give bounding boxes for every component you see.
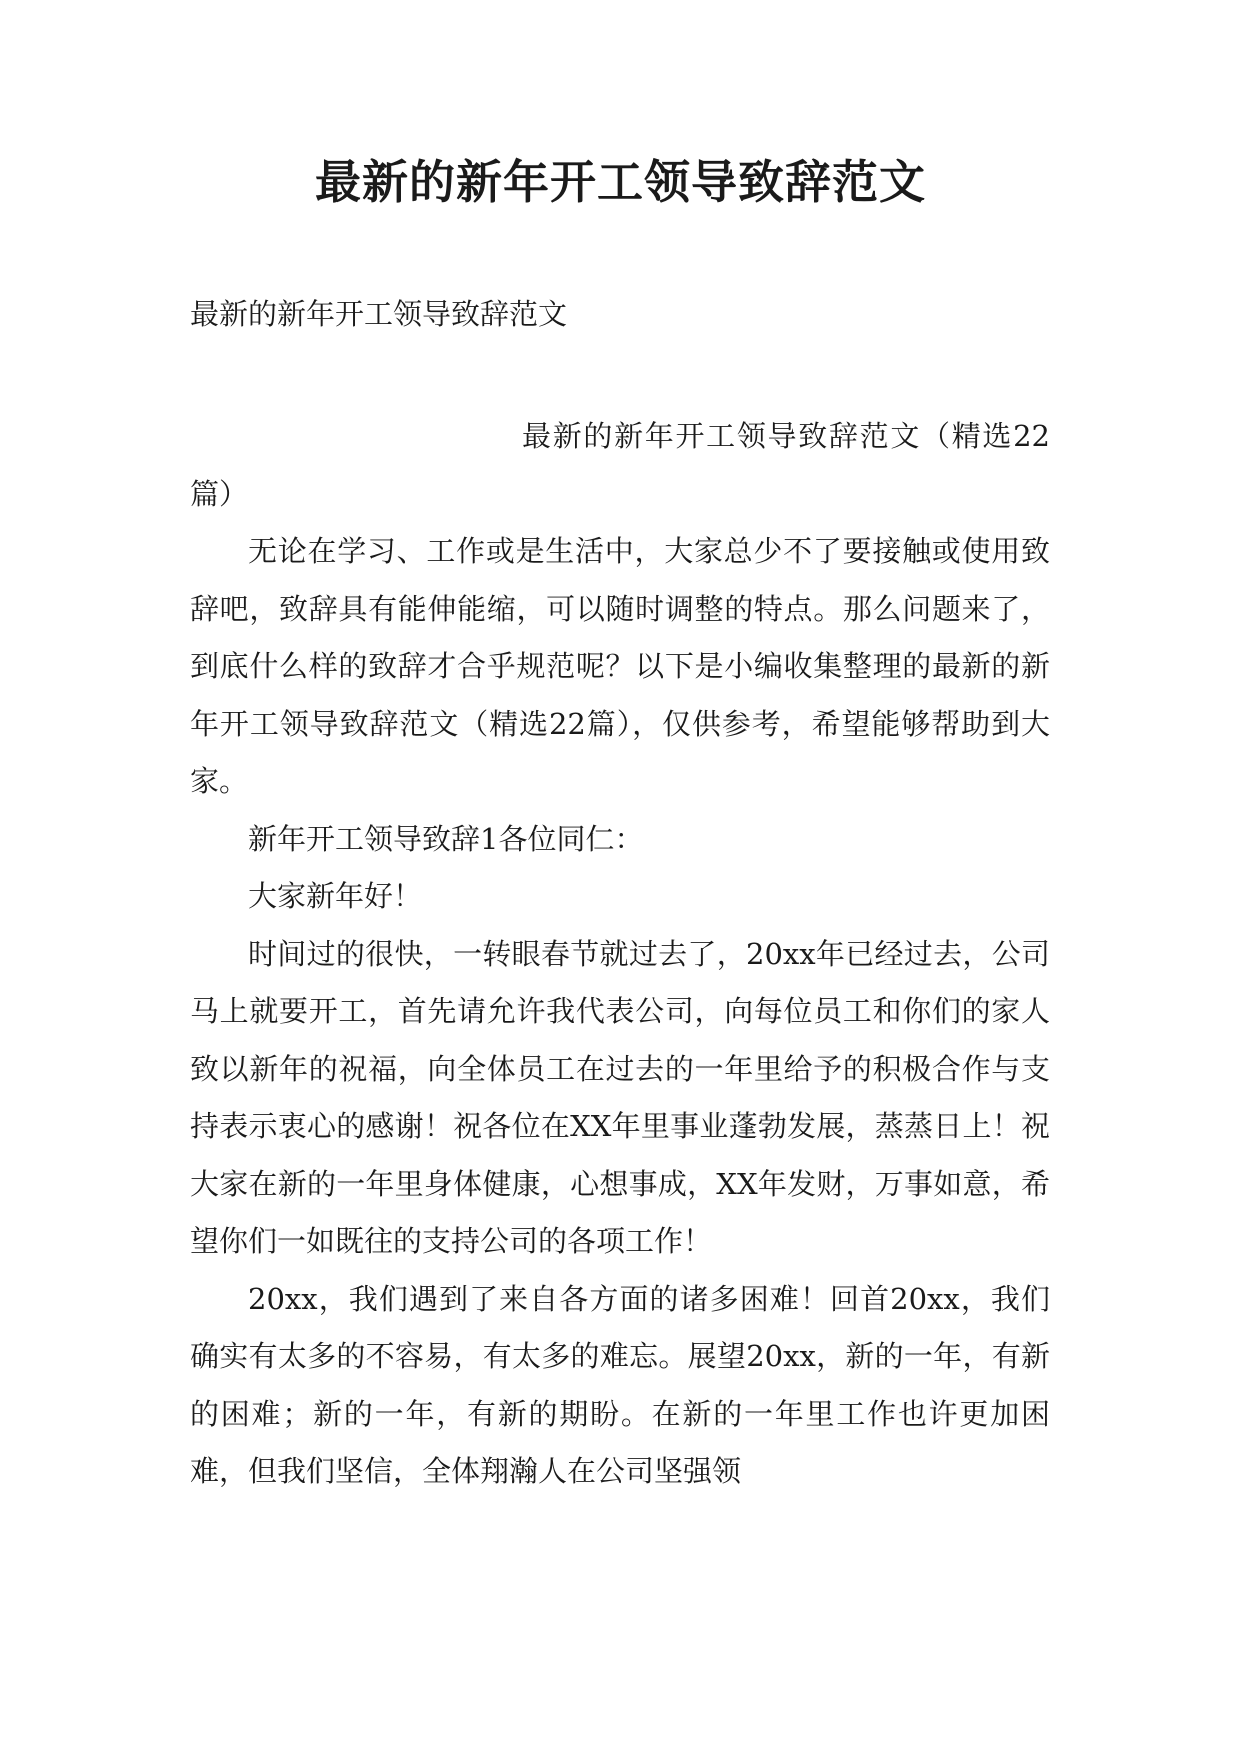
paragraph-new-year-wishes: 时间过的很快，一转眼春节就过去了，20xx年已经过去，公司马上就要开工，首先请允许我代表公司，向每位员工和你们的家人致以新年的祝福，向全体员工在过去的一年里给予的积极合作与支持表示衷心的感谢！祝各位在XX年里事业蓬勃发展，蒸蒸日上！祝大家在新的一年里身体健康，心想事成，XX年发财，万事如意，希望你们一如既往的支持公司的各项工作！ <box>190 936 1050 1258</box>
paragraph-intro: 无论在学习、工作或是生活中，大家总少不了要接触或使用致辞吧，致辞具有能伸能缩，可以随时调整的特点。那么问题来了，到底什么样的致辞才合乎规范呢？以下是小编收集整理的最新的新年开工领导致辞范文（精选22篇），仅供参考，希望能够帮助到大家。 <box>190 534 1050 798</box>
heading-line: 最新的新年开工领导致辞范文（精选22篇） <box>190 419 1050 511</box>
paragraph-greeting-heading: 新年开工领导致辞1各位同仁： <box>248 821 644 856</box>
paragraph-greeting: 大家新年好！ <box>248 879 423 913</box>
paragraph-review-outlook: 20xx，我们遇到了来自各方面的诸多困难！回首20xx，我们确实有太多的不容易，有太多的难忘。展望20xx，新的一年，有新的困难；新的一年，有新的期盼。在新的一年里工作也许更加困难，但我们坚信，全体翔瀚人在公司坚强领 <box>190 1281 1050 1488</box>
document-subtitle: 最新的新年开工领导致辞范文 <box>190 297 568 331</box>
document-title: 最新的新年开工领导致辞范文 <box>315 155 926 209</box>
document-body <box>190 408 1050 1501</box>
